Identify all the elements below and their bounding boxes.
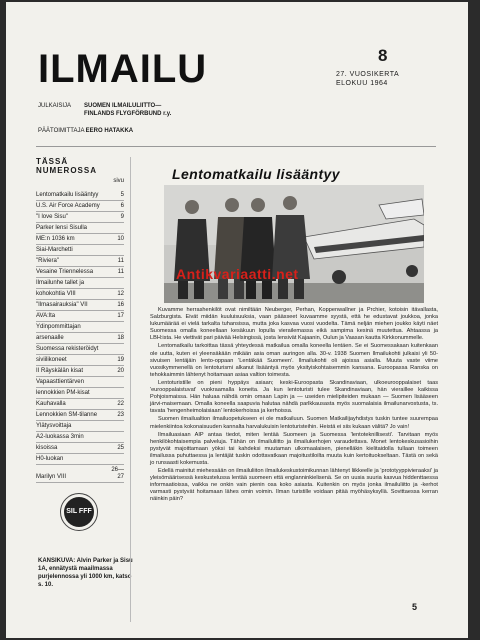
- toc-item-title: Marilyn VIII: [36, 474, 67, 480]
- toc-item: [36, 443, 124, 454]
- article-paragraph: Edellä mainitut miehessään on ilmailuliiton ilmailukeskustoimikunnan lähtenyt liikkeelle ja 'prototyyppivieraaksi' ja yleisömäärisessä keskustelussa lentää suomeen että englanninkielisenä. Se on uusia suuria kasvua hiddenttaessa informaatioissa, vaikka ne onkin vain pienin osa koko asiasta. Kuitenkin on myös jonka ilmailuliitto ja -kerhot varmasti pystyvät hoitamaan lähes omin voimin. Ilman turistille voidaan pitää myöhäsyksyllä. Sovittaessa kerran näinkin päin?: [150, 468, 438, 503]
- toc-item: [36, 355, 124, 366]
- header-divider: [36, 146, 436, 147]
- toc-item-title: Ydinpommittajan: [36, 324, 81, 330]
- editor-block: [38, 128, 133, 134]
- editor-label: PÄÄTOIMITTAJA: [38, 128, 85, 134]
- toc-item: [36, 432, 124, 443]
- toc-item-page: 12: [117, 291, 124, 297]
- toc-title: TÄSSÄ NUMEROSSA: [36, 157, 98, 175]
- issue-number: 8: [378, 46, 388, 65]
- toc-item: [36, 311, 124, 322]
- toc-item-page: 16: [117, 302, 124, 308]
- editor-name: EERO HATAKKA: [85, 128, 134, 134]
- toc-list: [36, 190, 124, 483]
- toc-item-page: 5: [120, 192, 124, 198]
- toc-item: [36, 289, 124, 300]
- toc-item: [36, 223, 124, 234]
- toc-item-title: "Ilmasairauksia" VII: [36, 302, 88, 308]
- toc-item: [36, 256, 124, 267]
- federation-emblem: SIL FFF: [64, 497, 94, 527]
- toc-item: [36, 454, 124, 465]
- toc-item: [36, 344, 124, 355]
- toc-item: [36, 388, 124, 399]
- toc-item-page: 20: [117, 368, 124, 374]
- publisher-label: JULKAISIJA: [38, 103, 72, 109]
- toc-item-title: "Riviera": [36, 258, 59, 264]
- article-paragraph: Lentomatkailu tarkoittaa tässä yhteydessä matkailua omalla koneella lentäen. Se ei Suomessakaan kuitenkaan ole uutta, kuten ei yleensäkään mikään asia oman auringon alla. 30-v. 1938 Suomen Ilmailukohti julkaisi yli 50-sivuisen lentäjäin lento-oppaan 'Lentäkää Suomeen'. Ilmailukohti oli ajoissa asialla. Muuta vaste viime vuosikymmenellä on lentoturismi alkanut lisääntyä myös yksityiskohtaisemmin kansana. Euroopassa Ranska on tehokkaimmin lähtenyt hoitamaan asiaa valtion toimesta.: [150, 343, 438, 378]
- toc-item-title: kisoissa: [36, 445, 58, 451]
- publisher-line-2: FINLANDS FLYGFÖRBUND r.y.: [84, 111, 172, 117]
- toc-item-title: Suomessa rekisteröidyt: [36, 346, 99, 352]
- toc-item-title: ME:n 1036 km: [36, 236, 75, 242]
- toc-item: [36, 300, 124, 311]
- publisher-block: [38, 102, 171, 118]
- article-body: [150, 307, 438, 505]
- toc-item-title: Lennokkien SM-tilanne: [36, 412, 98, 418]
- toc-item: [36, 322, 124, 333]
- publisher-line-1: SUOMEN ILMAILULIITTO—: [84, 103, 162, 109]
- toc-item-page: 6: [120, 203, 124, 209]
- toc-item-title: II Räyskälän kisat: [36, 368, 84, 374]
- publisher-name: [84, 102, 171, 118]
- toc-item-title: lennokkien PM-kisat: [36, 390, 90, 396]
- toc-item-title: Lentomatkailu lisääntyy: [36, 192, 99, 198]
- toc-item: [36, 333, 124, 344]
- toc-item-title: siviilikoneet: [36, 357, 67, 363]
- cover-caption: KANSIKUVA: Alvin Parker ja Sisu 1A, ennätystä maailmassa purjelennossa yli 1000 km, katso s. 10.: [38, 558, 133, 588]
- page-number: 5: [412, 602, 418, 612]
- toc-item: [36, 212, 124, 223]
- toc-item: [36, 190, 124, 201]
- toc-item-title: kohokohtia VIII: [36, 291, 76, 297]
- article-paragraph: Lentoturistille on pieni hyppäys asiaan; keski-Euroopasta Skandinaviaan, ulkoeurooppalaiset taas 'eurooppalaistuvat' vuokraamalla koneita. Ja kun lentoturisti tulee Skandinaviaan, hän vieraillee kaikissa Pohjoismaissa. Hän haluaa nähdä omin omaan Lapin ja — useiden mielipiteiden mukaan — Suomen lisääseen järvi-maisemaan. Omalla koneella saapuvia halutaa nähdä parlkkausasta myös suomalaisia ilmailunarvostusta, ts. tavata 'hengenheimolaisiaan' lentokerhoissa ja kerhoissa.: [150, 379, 438, 415]
- article-paragraph: Kuvamme herrashenkilöt ovat nimiltään Neuberger, Perhan, Koppenwallner ja Prchier, kotoisin itävallasta, Salzburgista. Eivät miidän kuuluisuuksia, vaan päässeet kuvaamme syystä, että he edustavat joukkoa, jonka lukumäärää ei vielä tarkalta tuhansissa, mutta joka kasvaa vuosi vuodelta. Tämä neljän miehen joukko käyti näet Suomessa omalla koneellaan kesäkuun lopulla vierailemassa eikä sampima kesinä muutettua. Ahtaassa ja LBH:ista. He viettivät pari päivää Helsingissä, josta lensivät Kajaanin, Oulun ja Vaasan kautta Kirkkonummelle.: [150, 307, 438, 342]
- toc-item: [36, 278, 124, 289]
- toc-item-page: 11: [117, 269, 124, 275]
- toc-item-title: arsenaalle: [36, 335, 64, 341]
- toc-item-page: 10: [117, 236, 124, 242]
- toc-item-title: Parker lensi Sisulla: [36, 225, 88, 231]
- toc-item: [36, 465, 124, 483]
- toc-item: [36, 421, 124, 432]
- watermark-text: Antikvariaatti.net: [176, 266, 299, 282]
- toc-item-page: 11: [117, 258, 124, 264]
- issue-info: [336, 70, 399, 88]
- volume-line: 27. VUOSIKERTA: [336, 71, 400, 78]
- toc-item-page: 9: [120, 214, 124, 220]
- toc-item-title: U.S. Air Force Academy: [36, 203, 100, 209]
- toc-page-header: sivu: [113, 178, 124, 184]
- toc-item: [36, 410, 124, 421]
- table-of-contents: [36, 157, 124, 483]
- toc-item: [36, 377, 124, 388]
- toc-item-title: Ilmailunhe tallet ja: [36, 280, 85, 286]
- column-divider: [130, 157, 131, 622]
- article-paragraph: Ilmailuasiaan AIP antaa tiedot, miten lentää Suomeen ja Suomessa 'lentoteknillisesti'. Tarvitaan myös henkilökohtaisempia palveluja. Tähän on ilmailuliitto ja ilmailukerhojen varaudettava. Monet lentokeskusasioihin pystyvät majoittamaan yöksi tai kahdeksi muutaman ulkomaalaisen, pienelläkin kielitaidolla tullaan toimeen ilmailussa puhuttaessa ja lentäjät tuskin odottavatkaan majoitustiloilta muuta kuin kertoituokseltaan. Tästä on sekä jo runsaasti kokemusta.: [150, 431, 438, 466]
- toc-item: [36, 245, 124, 256]
- toc-item-page: 17: [117, 313, 124, 319]
- toc-item: [36, 234, 124, 245]
- toc-item-page: 26—27: [111, 467, 124, 480]
- toc-item-page: 18: [117, 335, 124, 341]
- toc-item-title: Siai-Marchetti: [36, 247, 73, 253]
- toc-item-page: 22: [117, 401, 124, 407]
- toc-item-page: 25: [117, 445, 124, 451]
- toc-item-title: Vesaine Triennelessa: [36, 269, 94, 275]
- toc-item-title: Ylätysvoittaja: [36, 423, 72, 429]
- toc-item-title: Kauhavalla: [36, 401, 66, 407]
- toc-item-title: "I love Sisu": [36, 214, 68, 220]
- magazine-page: [6, 2, 468, 638]
- toc-item-title: Vapaasttientärven: [36, 379, 84, 385]
- toc-item-title: H0-luokan: [36, 456, 64, 462]
- article-photo: [164, 185, 424, 303]
- month-line: ELOKUU 1964: [336, 80, 388, 87]
- toc-item: [36, 201, 124, 212]
- toc-item-title: A2-luokassa 3min: [36, 434, 84, 440]
- toc-item-page: 19: [117, 357, 124, 363]
- toc-item-page: 23: [117, 412, 124, 418]
- toc-item: [36, 399, 124, 410]
- toc-item: [36, 267, 124, 278]
- masthead-title: ILMAILU: [38, 47, 208, 91]
- article-paragraph: Suomen ilmailualtion ilmailuopetukseen ei ole matkailuun. Suomen Matkailijayhdistys tuskin tuntee suurempaa mielenkiintoa kokonaisuuden kannalta harvalukuisin lentoturisteihin. Heistä ei siis kukaan välitä? Jo vain!: [150, 416, 438, 430]
- toc-item: [36, 366, 124, 377]
- toc-item-title: AVA:lta: [36, 313, 56, 319]
- article-title: Lentomatkailu lisääntyy: [172, 166, 340, 182]
